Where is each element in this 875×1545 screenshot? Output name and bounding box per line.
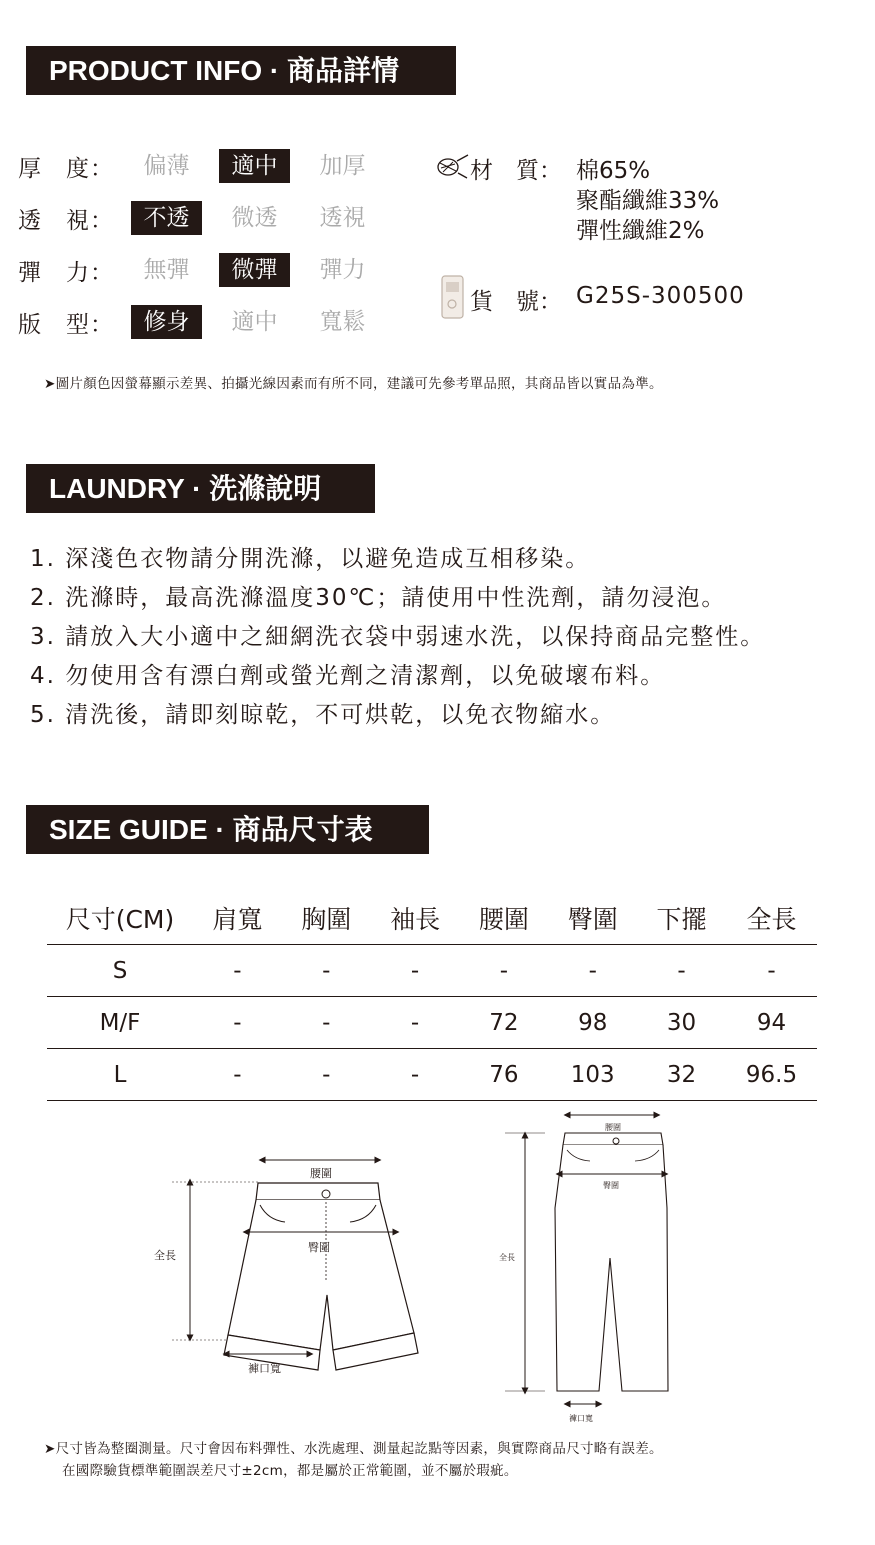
table-cell: 30	[637, 997, 726, 1049]
table-cell: 72	[459, 997, 548, 1049]
table-cell: 32	[637, 1049, 726, 1101]
table-cell: -	[282, 1049, 371, 1101]
pants-diagram	[495, 1108, 695, 1426]
table-cell: 103	[548, 1049, 637, 1101]
option: 微透	[231, 205, 278, 231]
table-cell: 98	[548, 997, 637, 1049]
attribute-label: 厚 度：	[18, 156, 114, 182]
waist-label: 腰圍	[605, 1123, 621, 1132]
hip-label: 臀圍	[308, 1241, 330, 1254]
material-line: 棉65%	[576, 158, 651, 184]
list-item: 4. 勿使用含有漂白劑或螢光劑之清潔劑，以免破壞布料。	[30, 663, 666, 689]
column-header: 尺寸(CM)	[47, 894, 193, 945]
hip-label: 臀圍	[603, 1181, 619, 1190]
column-header: 下擺	[637, 894, 726, 945]
table-cell: -	[459, 945, 548, 997]
table-cell: -	[548, 945, 637, 997]
list-item: 1. 深淺色衣物請分開洗滌，以避免造成互相移染。	[30, 546, 591, 572]
size-cell: L	[47, 1049, 193, 1101]
leg-opening-label: 褲口寬	[248, 1362, 281, 1375]
length-label: 全長	[154, 1249, 176, 1262]
table-cell: -	[726, 945, 817, 997]
option-selected: 適中	[219, 149, 290, 183]
option: 彈力	[319, 257, 366, 283]
material-line: 彈性纖維2%	[576, 218, 705, 244]
product-info-header: PRODUCT INFO · 商品詳情	[26, 46, 456, 95]
list-item: 3. 請放入大小適中之細網洗衣袋中弱速水洗，以保持商品完整性。	[30, 624, 766, 650]
table-cell: -	[371, 1049, 460, 1101]
item-number: G25S-300500	[576, 283, 745, 309]
size-disclaimer: ➤尺寸皆為整圈測量。尺寸會因布料彈性、水洗處理、測量起訖點等因素，與實際商品尺寸略有誤差。	[44, 1441, 663, 1457]
material-line: 聚酯纖維33%	[576, 188, 720, 214]
option-selected: 修身	[131, 305, 202, 339]
table-cell: -	[282, 945, 371, 997]
table-row	[47, 945, 817, 997]
thread-icon	[434, 152, 470, 186]
table-cell: -	[193, 1049, 282, 1101]
length-label: 全長	[499, 1253, 515, 1262]
table-cell: 94	[726, 997, 817, 1049]
laundry-list	[30, 540, 765, 735]
attribute-label: 彈 力：	[18, 260, 114, 286]
table-cell: -	[637, 945, 726, 997]
size-cell: M/F	[47, 997, 193, 1049]
option: 透視	[319, 205, 366, 231]
waist-label: 腰圍	[310, 1167, 332, 1180]
laundry-header: LAUNDRY · 洗滌說明	[26, 464, 375, 513]
option: 偏薄	[143, 153, 190, 179]
leg-opening-label: 褲口寬	[569, 1414, 593, 1423]
attribute-label: 版 型：	[18, 312, 114, 338]
size-table	[47, 894, 817, 1101]
column-header: 胸圍	[282, 894, 371, 945]
column-header: 臀圍	[548, 894, 637, 945]
color-disclaimer: ➤圖片顏色因螢幕顯示差異、拍攝光線因素而有所不同，建議可先參考單品照，其商品皆以實品為準。	[44, 376, 663, 392]
table-cell: 76	[459, 1049, 548, 1101]
column-header: 腰圍	[459, 894, 548, 945]
attribute-label: 透 視：	[18, 208, 114, 234]
column-header: 全長	[726, 894, 817, 945]
option: 無彈	[143, 257, 190, 283]
table-cell: -	[193, 997, 282, 1049]
list-item: 5. 清洗後，請即刻晾乾，不可烘乾，以免衣物縮水。	[30, 702, 616, 728]
size-tolerance-note: 在國際驗貨標準範圍誤差尺寸±2cm，都是屬於正常範圍，並不屬於瑕疵。	[62, 1463, 518, 1479]
option-selected: 微彈	[219, 253, 290, 287]
table-header-row	[47, 894, 817, 945]
table-row	[47, 997, 817, 1049]
shorts-diagram	[150, 1150, 430, 1380]
column-header: 袖長	[371, 894, 460, 945]
option: 加厚	[319, 153, 366, 179]
table-cell: -	[371, 945, 460, 997]
table-cell: 96.5	[726, 1049, 817, 1101]
option-selected: 不透	[131, 201, 202, 235]
list-item: 2. 洗滌時，最高洗滌溫度30℃；請使用中性洗劑，請勿浸泡。	[30, 585, 727, 611]
option: 寬鬆	[319, 309, 366, 335]
table-cell: -	[193, 945, 282, 997]
table-cell: -	[371, 997, 460, 1049]
column-header: 肩寬	[193, 894, 282, 945]
item-number-label: 貨 號：	[470, 289, 562, 315]
size-guide-header: SIZE GUIDE · 商品尺寸表	[26, 805, 429, 854]
option: 適中	[231, 309, 278, 335]
table-row	[47, 1049, 817, 1101]
size-cell: S	[47, 945, 193, 997]
table-cell: -	[282, 997, 371, 1049]
material-label: 材 質：	[470, 158, 562, 184]
tag-icon	[440, 274, 466, 324]
